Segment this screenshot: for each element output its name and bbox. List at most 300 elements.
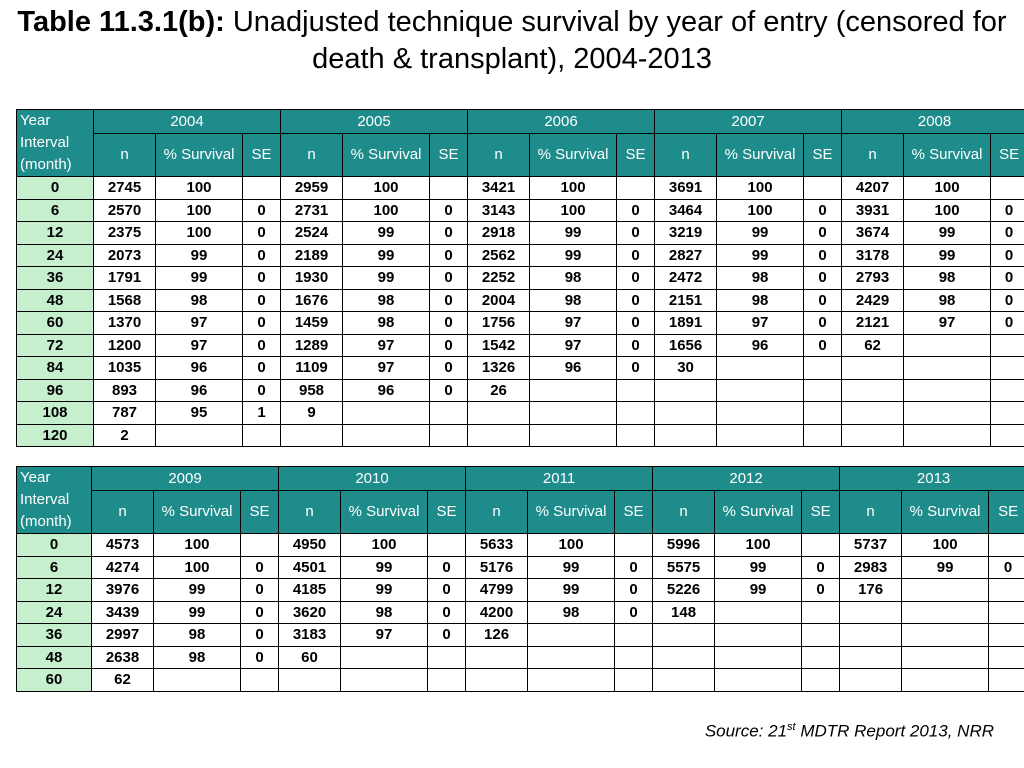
survival-cell — [528, 669, 615, 692]
n-cell: 1326 — [468, 357, 530, 380]
survival-column-header: % Survival — [904, 133, 991, 176]
n-cell — [842, 402, 904, 425]
se-cell: 0 — [804, 199, 842, 222]
survival-column-header: % Survival — [715, 490, 802, 533]
table-row — [17, 534, 1024, 557]
interval-month-cell: 36 — [17, 624, 92, 647]
survival-cell: 98 — [154, 624, 241, 647]
survival-table-2009-2013 — [16, 466, 1024, 692]
n-cell: 2745 — [94, 177, 156, 200]
se-cell — [991, 334, 1024, 357]
survival-cell: 100 — [156, 199, 243, 222]
se-cell — [802, 534, 840, 557]
survival-cell — [341, 646, 428, 669]
n-cell: 4950 — [279, 534, 341, 557]
n-cell — [840, 669, 902, 692]
n-cell: 2983 — [840, 556, 902, 579]
source-superscript: st — [787, 721, 796, 733]
se-cell: 0 — [430, 199, 468, 222]
table-row — [17, 244, 1024, 267]
n-cell: 3421 — [468, 177, 530, 200]
survival-cell — [902, 624, 989, 647]
interval-month-cell: 12 — [17, 222, 94, 245]
interval-month-cell: 84 — [17, 357, 94, 380]
se-cell: 0 — [617, 222, 655, 245]
n-cell: 1756 — [468, 312, 530, 335]
n-cell: 4501 — [279, 556, 341, 579]
survival-cell — [530, 402, 617, 425]
se-cell: 1 — [243, 402, 281, 425]
survival-cell: 99 — [715, 556, 802, 579]
n-cell — [840, 646, 902, 669]
interval-month-cell: 24 — [17, 601, 92, 624]
n-cell — [842, 379, 904, 402]
n-cell — [842, 357, 904, 380]
n-cell: 2472 — [655, 267, 717, 290]
se-column-header: SE — [241, 490, 279, 533]
se-cell: 0 — [241, 556, 279, 579]
survival-cell: 98 — [343, 312, 430, 335]
survival-cell: 99 — [717, 222, 804, 245]
source-citation — [705, 721, 994, 742]
se-cell: 0 — [430, 379, 468, 402]
n-cell: 1542 — [468, 334, 530, 357]
se-cell — [241, 669, 279, 692]
se-cell: 0 — [804, 267, 842, 290]
n-cell: 2524 — [281, 222, 343, 245]
survival-cell — [715, 646, 802, 669]
n-cell: 1656 — [655, 334, 717, 357]
n-cell: 2997 — [92, 624, 154, 647]
survival-cell: 96 — [156, 379, 243, 402]
survival-cell — [717, 424, 804, 447]
n-cell: 30 — [655, 357, 717, 380]
interval-month-cell: 24 — [17, 244, 94, 267]
n-cell: 2918 — [468, 222, 530, 245]
se-cell: 0 — [802, 556, 840, 579]
year-header: 2008 — [842, 110, 1024, 134]
table-row — [17, 579, 1024, 602]
n-cell: 9 — [281, 402, 343, 425]
n-cell — [653, 669, 715, 692]
se-cell — [428, 646, 466, 669]
table-number: Table 11.3.1(b): — [17, 6, 225, 38]
year-header: 2006 — [468, 110, 655, 134]
survival-cell: 99 — [343, 267, 430, 290]
n-cell: 1109 — [281, 357, 343, 380]
n-cell: 2 — [94, 424, 156, 447]
n-cell: 3931 — [842, 199, 904, 222]
survival-column-header: % Survival — [341, 490, 428, 533]
se-cell: 0 — [243, 379, 281, 402]
se-cell: 0 — [428, 556, 466, 579]
n-cell: 1891 — [655, 312, 717, 335]
survival-column-header: % Survival — [528, 490, 615, 533]
table-row — [17, 379, 1024, 402]
se-cell: 0 — [617, 312, 655, 335]
se-cell: 0 — [430, 267, 468, 290]
se-cell — [804, 402, 842, 425]
survival-cell: 98 — [717, 289, 804, 312]
survival-cell — [341, 669, 428, 692]
survival-cell — [904, 357, 991, 380]
se-cell: 0 — [804, 312, 842, 335]
interval-month-cell: 60 — [17, 669, 92, 692]
se-column-header: SE — [989, 490, 1024, 533]
survival-cell: 96 — [156, 357, 243, 380]
n-cell: 1035 — [94, 357, 156, 380]
n-cell: 1930 — [281, 267, 343, 290]
survival-cell — [902, 646, 989, 669]
table-title — [0, 4, 1024, 78]
se-cell — [243, 424, 281, 447]
se-column-header: SE — [243, 133, 281, 176]
se-cell: 0 — [430, 357, 468, 380]
interval-month-cell: 0 — [17, 177, 94, 200]
se-cell: 0 — [802, 579, 840, 602]
survival-cell: 100 — [530, 199, 617, 222]
se-cell: 0 — [991, 199, 1024, 222]
n-cell: 4274 — [92, 556, 154, 579]
n-cell: 1676 — [281, 289, 343, 312]
survival-column-header: % Survival — [530, 133, 617, 176]
survival-cell: 98 — [528, 601, 615, 624]
se-cell — [804, 357, 842, 380]
n-cell: 62 — [92, 669, 154, 692]
n-cell — [466, 646, 528, 669]
n-column-header: n — [655, 133, 717, 176]
survival-cell: 100 — [717, 199, 804, 222]
survival-cell — [530, 424, 617, 447]
se-cell — [991, 357, 1024, 380]
n-cell: 148 — [653, 601, 715, 624]
n-cell: 2959 — [281, 177, 343, 200]
source-prefix: Source: 21 — [704, 721, 788, 741]
survival-cell: 99 — [528, 579, 615, 602]
survival-cell — [528, 624, 615, 647]
survival-cell: 97 — [343, 357, 430, 380]
survival-cell: 97 — [904, 312, 991, 335]
survival-cell: 98 — [717, 267, 804, 290]
interval-month-cell: 120 — [17, 424, 94, 447]
survival-cell — [902, 579, 989, 602]
n-cell: 3674 — [842, 222, 904, 245]
se-cell: 0 — [241, 646, 279, 669]
se-cell — [802, 646, 840, 669]
se-cell: 0 — [243, 244, 281, 267]
row-header-label: Year Interval (month) — [17, 110, 94, 177]
survival-cell — [717, 379, 804, 402]
n-cell: 2073 — [94, 244, 156, 267]
n-column-header: n — [468, 133, 530, 176]
survival-cell: 99 — [156, 244, 243, 267]
interval-month-cell: 108 — [17, 402, 94, 425]
interval-month-cell: 48 — [17, 289, 94, 312]
survival-cell: 98 — [156, 289, 243, 312]
se-column-header: SE — [802, 490, 840, 533]
table-row — [17, 357, 1024, 380]
table-row — [17, 646, 1024, 669]
year-header: 2011 — [466, 467, 653, 491]
n-cell: 4573 — [92, 534, 154, 557]
interval-month-cell: 60 — [17, 312, 94, 335]
survival-cell: 98 — [904, 289, 991, 312]
n-cell: 2570 — [94, 199, 156, 222]
year-header: 2009 — [92, 467, 279, 491]
n-cell — [468, 402, 530, 425]
se-cell: 0 — [989, 556, 1024, 579]
se-cell — [617, 177, 655, 200]
se-cell: 0 — [243, 357, 281, 380]
survival-cell — [528, 646, 615, 669]
survival-cell: 98 — [904, 267, 991, 290]
survival-cell: 99 — [156, 267, 243, 290]
year-header: 2004 — [94, 110, 281, 134]
se-cell: 0 — [243, 267, 281, 290]
se-cell — [804, 379, 842, 402]
interval-month-cell: 36 — [17, 267, 94, 290]
se-cell — [430, 402, 468, 425]
n-column-header: n — [92, 490, 154, 533]
se-cell — [989, 669, 1024, 692]
se-cell: 0 — [430, 289, 468, 312]
survival-cell — [904, 402, 991, 425]
survival-cell: 100 — [154, 534, 241, 557]
se-cell — [615, 669, 653, 692]
survival-cell: 100 — [904, 199, 991, 222]
se-cell — [615, 624, 653, 647]
se-cell: 0 — [804, 334, 842, 357]
survival-cell — [343, 424, 430, 447]
se-column-header: SE — [617, 133, 655, 176]
se-cell: 0 — [430, 244, 468, 267]
se-cell — [991, 424, 1024, 447]
survival-cell: 98 — [343, 289, 430, 312]
survival-cell: 97 — [530, 312, 617, 335]
survival-cell: 97 — [530, 334, 617, 357]
se-cell: 0 — [243, 312, 281, 335]
se-cell: 0 — [804, 244, 842, 267]
year-header: 2013 — [840, 467, 1024, 491]
survival-cell — [343, 402, 430, 425]
se-cell — [430, 177, 468, 200]
survival-cell: 100 — [156, 222, 243, 245]
survival-cell: 98 — [530, 289, 617, 312]
se-cell: 0 — [241, 579, 279, 602]
survival-cell: 95 — [156, 402, 243, 425]
year-header: 2007 — [655, 110, 842, 134]
survival-cell: 100 — [341, 534, 428, 557]
table-row — [17, 267, 1024, 290]
n-cell: 3143 — [468, 199, 530, 222]
survival-cell — [717, 402, 804, 425]
interval-month-cell: 0 — [17, 534, 92, 557]
se-cell — [615, 646, 653, 669]
table-row — [17, 177, 1024, 200]
survival-cell: 98 — [154, 646, 241, 669]
se-cell: 0 — [617, 289, 655, 312]
year-header: 2012 — [653, 467, 840, 491]
n-column-header: n — [281, 133, 343, 176]
survival-cell — [717, 357, 804, 380]
table-row — [17, 601, 1024, 624]
n-cell: 5226 — [653, 579, 715, 602]
survival-cell — [902, 669, 989, 692]
survival-cell: 99 — [904, 222, 991, 245]
se-cell: 0 — [243, 334, 281, 357]
interval-month-cell: 6 — [17, 556, 92, 579]
n-cell: 176 — [840, 579, 902, 602]
se-cell: 0 — [241, 624, 279, 647]
se-cell: 0 — [991, 222, 1024, 245]
table-row — [17, 556, 1024, 579]
survival-cell: 100 — [156, 177, 243, 200]
survival-cell: 99 — [902, 556, 989, 579]
survival-table-2004-2008 — [16, 109, 1024, 447]
interval-month-cell: 72 — [17, 334, 94, 357]
se-cell: 0 — [241, 601, 279, 624]
n-cell: 5633 — [466, 534, 528, 557]
n-cell — [840, 624, 902, 647]
survival-cell: 98 — [341, 601, 428, 624]
se-cell — [991, 177, 1024, 200]
se-cell — [991, 379, 1024, 402]
survival-cell: 99 — [154, 601, 241, 624]
survival-cell: 99 — [343, 222, 430, 245]
n-cell: 26 — [468, 379, 530, 402]
survival-cell: 97 — [343, 334, 430, 357]
se-cell — [989, 601, 1024, 624]
se-cell: 0 — [428, 601, 466, 624]
survival-cell — [715, 624, 802, 647]
survival-cell: 99 — [154, 579, 241, 602]
interval-month-cell: 12 — [17, 579, 92, 602]
se-cell — [989, 624, 1024, 647]
survival-cell: 100 — [530, 177, 617, 200]
survival-cell: 98 — [530, 267, 617, 290]
n-cell: 3219 — [655, 222, 717, 245]
n-cell — [655, 402, 717, 425]
n-column-header: n — [653, 490, 715, 533]
n-cell: 893 — [94, 379, 156, 402]
n-column-header: n — [842, 133, 904, 176]
se-cell: 0 — [804, 222, 842, 245]
table-row — [17, 222, 1024, 245]
n-cell: 958 — [281, 379, 343, 402]
se-column-header: SE — [430, 133, 468, 176]
se-column-header: SE — [991, 133, 1024, 176]
survival-cell — [904, 424, 991, 447]
survival-cell — [154, 669, 241, 692]
se-cell — [804, 424, 842, 447]
se-cell — [615, 534, 653, 557]
survival-cell: 97 — [156, 312, 243, 335]
se-cell — [617, 402, 655, 425]
n-cell — [466, 669, 528, 692]
n-cell: 1791 — [94, 267, 156, 290]
n-cell: 1289 — [281, 334, 343, 357]
n-cell: 2827 — [655, 244, 717, 267]
se-cell: 0 — [617, 244, 655, 267]
interval-month-cell: 96 — [17, 379, 94, 402]
n-cell: 2793 — [842, 267, 904, 290]
survival-cell: 100 — [343, 199, 430, 222]
n-cell — [279, 669, 341, 692]
n-cell: 2638 — [92, 646, 154, 669]
n-cell: 62 — [842, 334, 904, 357]
n-column-header: n — [840, 490, 902, 533]
interval-month-cell: 48 — [17, 646, 92, 669]
n-cell: 787 — [94, 402, 156, 425]
n-cell: 5575 — [653, 556, 715, 579]
table-row — [17, 424, 1024, 447]
n-cell: 4207 — [842, 177, 904, 200]
n-cell: 1459 — [281, 312, 343, 335]
survival-cell — [715, 601, 802, 624]
se-cell — [802, 624, 840, 647]
n-cell: 4185 — [279, 579, 341, 602]
se-cell — [241, 534, 279, 557]
n-column-header: n — [279, 490, 341, 533]
se-column-header: SE — [804, 133, 842, 176]
table-row — [17, 289, 1024, 312]
se-cell: 0 — [615, 601, 653, 624]
se-cell — [243, 177, 281, 200]
survival-cell: 100 — [343, 177, 430, 200]
survival-cell: 100 — [715, 534, 802, 557]
se-cell: 0 — [617, 267, 655, 290]
year-header: 2005 — [281, 110, 468, 134]
survival-cell: 100 — [528, 534, 615, 557]
n-column-header: n — [94, 133, 156, 176]
survival-cell: 99 — [530, 244, 617, 267]
survival-cell: 100 — [154, 556, 241, 579]
se-cell — [989, 646, 1024, 669]
n-cell — [281, 424, 343, 447]
n-column-header: n — [466, 490, 528, 533]
table-row — [17, 199, 1024, 222]
n-cell: 4799 — [466, 579, 528, 602]
survival-cell: 99 — [904, 244, 991, 267]
source-suffix: MDTR Report 2013, NRR — [795, 721, 994, 741]
se-cell — [802, 669, 840, 692]
se-cell — [430, 424, 468, 447]
n-cell: 2121 — [842, 312, 904, 335]
se-cell: 0 — [617, 357, 655, 380]
n-cell: 5996 — [653, 534, 715, 557]
se-cell: 0 — [617, 334, 655, 357]
table-row — [17, 312, 1024, 335]
se-cell: 0 — [991, 267, 1024, 290]
survival-cell — [904, 379, 991, 402]
survival-column-header: % Survival — [902, 490, 989, 533]
se-cell: 0 — [617, 199, 655, 222]
interval-month-cell: 6 — [17, 199, 94, 222]
survival-cell — [904, 334, 991, 357]
n-cell — [653, 624, 715, 647]
se-cell: 0 — [991, 289, 1024, 312]
se-cell: 0 — [615, 579, 653, 602]
n-cell: 3178 — [842, 244, 904, 267]
survival-cell: 100 — [902, 534, 989, 557]
survival-cell — [156, 424, 243, 447]
se-cell: 0 — [430, 222, 468, 245]
survival-cell: 97 — [341, 624, 428, 647]
survival-cell — [715, 669, 802, 692]
survival-cell: 97 — [156, 334, 243, 357]
survival-cell: 97 — [717, 312, 804, 335]
n-cell: 2429 — [842, 289, 904, 312]
